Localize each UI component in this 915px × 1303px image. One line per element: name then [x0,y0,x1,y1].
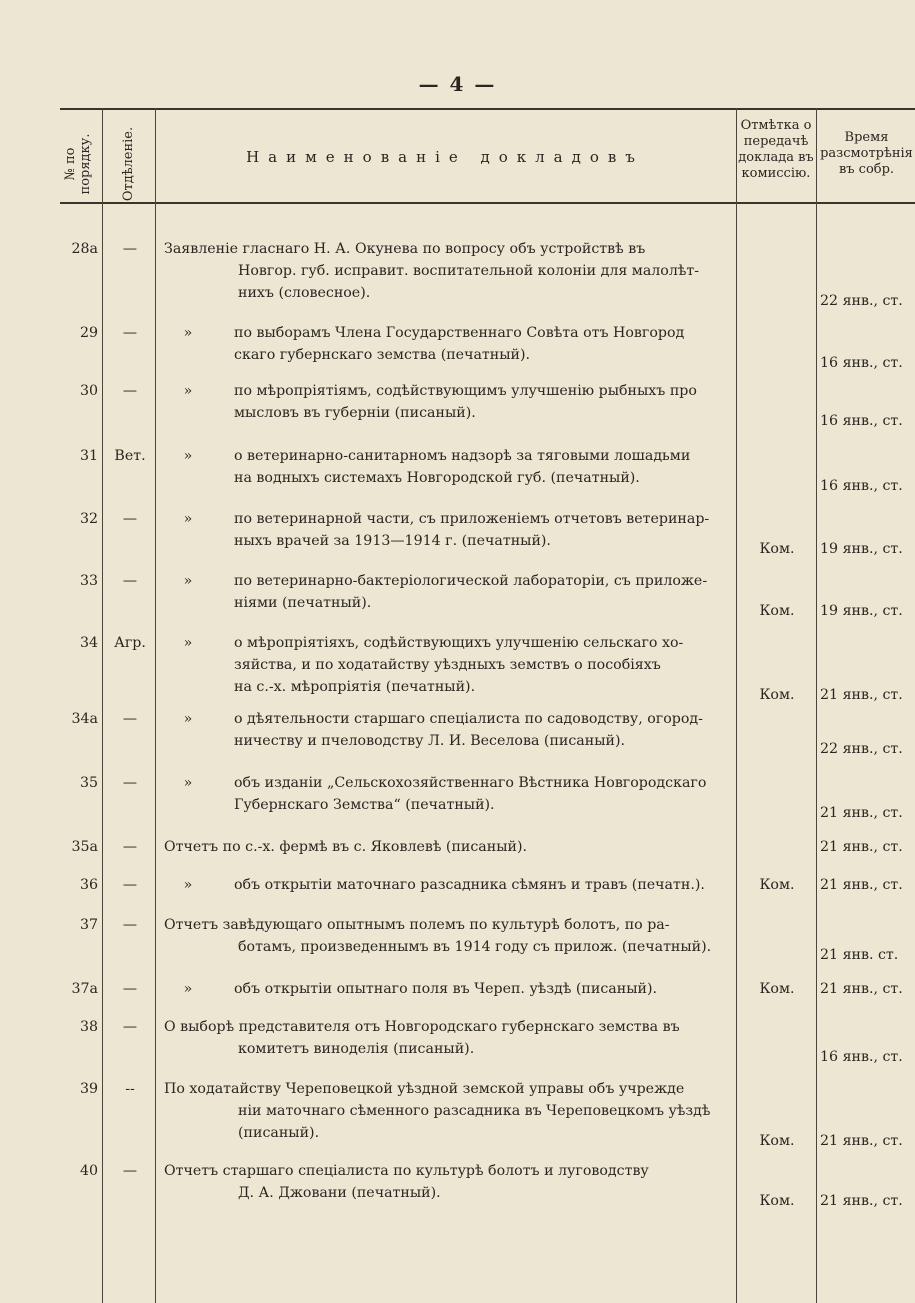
row-description [234,632,736,698]
row-description [234,445,736,489]
row-description [234,708,736,752]
row-number: 34а [71,711,98,727]
row-department: — [122,325,138,341]
row-number: 39 [79,1081,98,1097]
description-line: скаго губернскаго земства (печатный). [234,347,531,363]
row-description [164,914,736,958]
description-line: по ветеринарно-бактеріологической лабораторіи, съ приложе- [234,573,708,589]
row-department: — [122,917,138,933]
description-line: ніями (печатный). [234,595,372,611]
ditto-mark: » [183,383,193,399]
column-divider [102,108,103,1303]
row-department: — [122,981,138,997]
description-line: объ открытіи маточнаго разсадника сѣмянъ и травъ (печатн.). [234,877,705,893]
row-department: — [122,573,138,589]
row-department: — [122,877,138,893]
ditto-mark: » [183,981,193,997]
session-time: 21 янв., ст. [820,839,903,855]
session-time: 21 янв. ст. [820,947,899,963]
description-line: Отчетъ старшаго спеціалиста по культурѣ болотъ и луговодству [164,1163,649,1179]
description-line: Д. А. Джовани (печатный). [238,1185,441,1201]
description-line: по выборамъ Члена Государственнаго Совѣта отъ Новгород [234,325,685,341]
row-department: — [122,839,138,855]
session-time: 19 янв., ст. [820,541,903,557]
description-line: по мѣропріятіямъ, содѣйствующимъ улучшенію рыбныхъ про [234,383,697,399]
description-line: нихъ (словесное). [238,285,371,301]
description-line: (писаный). [238,1125,320,1141]
row-description [234,874,736,896]
ditto-mark: » [183,635,193,651]
row-department: — [122,511,138,527]
description-line: ничеству и пчеловодству Л. И. Веселова (писаный). [234,733,626,749]
commission-mark: Ком. [759,603,795,619]
description-line: о ветеринарно-санитарномъ надзорѣ за тяговыми лошадьми [234,448,691,464]
description-line: о дѣятельности старшаго спеціалиста по садоводству, огород- [234,711,703,727]
ditto-mark: » [183,573,193,589]
row-description [164,1078,736,1144]
row-department: — [122,711,138,727]
description-line: объ изданіи „Сельскохозяйственнаго Вѣстника Новгородскаго [234,775,707,791]
session-time: 21 янв., ст. [820,805,903,821]
description-line: Новгор. губ. исправит. воспитательной колоніи для малолѣт- [238,263,700,279]
row-number: 34 [79,635,98,651]
reports-table [60,108,915,1303]
column-divider [736,108,737,1303]
row-number: 30 [79,383,98,399]
row-number: 28а [71,241,98,257]
description-line: ныхъ врачей за 1913—1914 г. (печатный). [234,533,551,549]
row-department: Агр. [114,635,146,651]
commission-mark: Ком. [759,981,795,997]
row-description [234,570,736,614]
description-line: о мѣропріятіяхъ, содѣйствующихъ улучшенію сельскаго хо- [234,635,684,651]
session-time: 16 янв., ст. [820,355,903,371]
header-number: № по порядку. [63,133,93,195]
header-department: Отдѣленіе. [121,126,136,202]
description-line: на с.-х. мѣропріятія (печатный). [234,679,476,695]
session-time: 21 янв., ст. [820,877,903,893]
commission-mark: Ком. [759,1133,795,1149]
session-time: 16 янв., ст. [820,413,903,429]
row-description [234,772,736,816]
description-line: Отчетъ завѣдующаго опытнымъ полемъ по культурѣ болотъ, по ра- [164,917,670,933]
session-time: 22 янв., ст. [820,293,903,309]
session-time: 21 янв., ст. [820,981,903,997]
ditto-mark: » [183,775,193,791]
column-divider [816,108,817,1303]
row-department: — [122,1019,138,1035]
session-time: 16 янв., ст. [820,1049,903,1065]
description-line: Заявленіе гласнаго Н. А. Окунева по вопросу объ устройствѣ въ [164,241,646,257]
page-number: — 4 — [418,72,497,96]
commission-mark: Ком. [759,1193,795,1209]
session-time: 21 янв., ст. [820,1133,903,1149]
ditto-mark: » [183,711,193,727]
description-line: Губернскаго Земства“ (печатный). [234,797,495,813]
description-line: Отчетъ по с.-х. фермѣ въ с. Яковлевѣ (писаный). [164,839,528,855]
table-top-rule [60,108,915,110]
row-number: 29 [79,325,98,341]
description-line: объ открытіи опытнаго поля въ Череп. уѣздѣ (писаный). [234,981,657,997]
row-department: Вет. [114,448,146,464]
row-department: — [122,241,138,257]
session-time: 22 янв., ст. [820,741,903,757]
commission-mark: Ком. [759,877,795,893]
row-number: 32 [79,511,98,527]
row-description [234,978,736,1000]
header-report-title: Наименованіе докладовъ [246,148,644,166]
row-number: 38 [79,1019,98,1035]
description-line: зяйства, и по ходатайству уѣздныхъ земствъ о пособіяхъ [234,657,661,673]
header-bottom-rule [60,202,915,204]
description-line: О выборѣ представителя отъ Новгородскаго губернскаго земства въ [164,1019,680,1035]
ditto-mark: » [183,511,193,527]
row-number: 31 [79,448,98,464]
description-line: ніи маточнаго сѣменного разсадника въ Череповецкомъ уѣздѣ [238,1103,711,1119]
row-description [164,1016,736,1060]
description-line: ботамъ, произведеннымъ въ 1914 году съ прилож. (печатный). [238,939,712,955]
ditto-mark: » [183,325,193,341]
header-commission-mark: Отмѣтка о передачѣ доклада въ комиссію. [738,118,814,181]
row-number: 33 [79,573,98,589]
session-time: 16 янв., ст. [820,478,903,494]
description-line: По ходатайству Череповецкой уѣздной земской управы объ учрежде [164,1081,685,1097]
row-department: — [122,1163,138,1179]
ditto-mark: » [183,448,193,464]
row-description [164,238,736,304]
session-time: 21 янв., ст. [820,687,903,703]
row-number: 35 [79,775,98,791]
row-description [234,508,736,552]
row-description [164,836,736,858]
row-description [164,1160,736,1204]
column-divider [155,108,156,1303]
row-department: — [122,383,138,399]
row-number: 36 [79,877,98,893]
row-department: — [122,775,138,791]
row-number: 37 [79,917,98,933]
row-department: -- [125,1081,135,1097]
header-session-time: Время разсмотрѣнія въ собр. [820,130,913,177]
row-description [234,322,736,366]
row-description [234,380,736,424]
description-line: мысловъ въ губерніи (писаный). [234,405,476,421]
row-number: 40 [79,1163,98,1179]
description-line: комитетъ виноделія (писаный). [238,1041,475,1057]
row-number: 37а [71,981,98,997]
commission-mark: Ком. [759,687,795,703]
description-line: на водныхъ системахъ Новгородской губ. (печатный). [234,470,640,486]
commission-mark: Ком. [759,541,795,557]
row-number: 35а [71,839,98,855]
session-time: 21 янв., ст. [820,1193,903,1209]
description-line: по ветеринарной части, съ приложеніемъ отчетовъ ветеринар- [234,511,710,527]
session-time: 19 янв., ст. [820,603,903,619]
ditto-mark: » [183,877,193,893]
